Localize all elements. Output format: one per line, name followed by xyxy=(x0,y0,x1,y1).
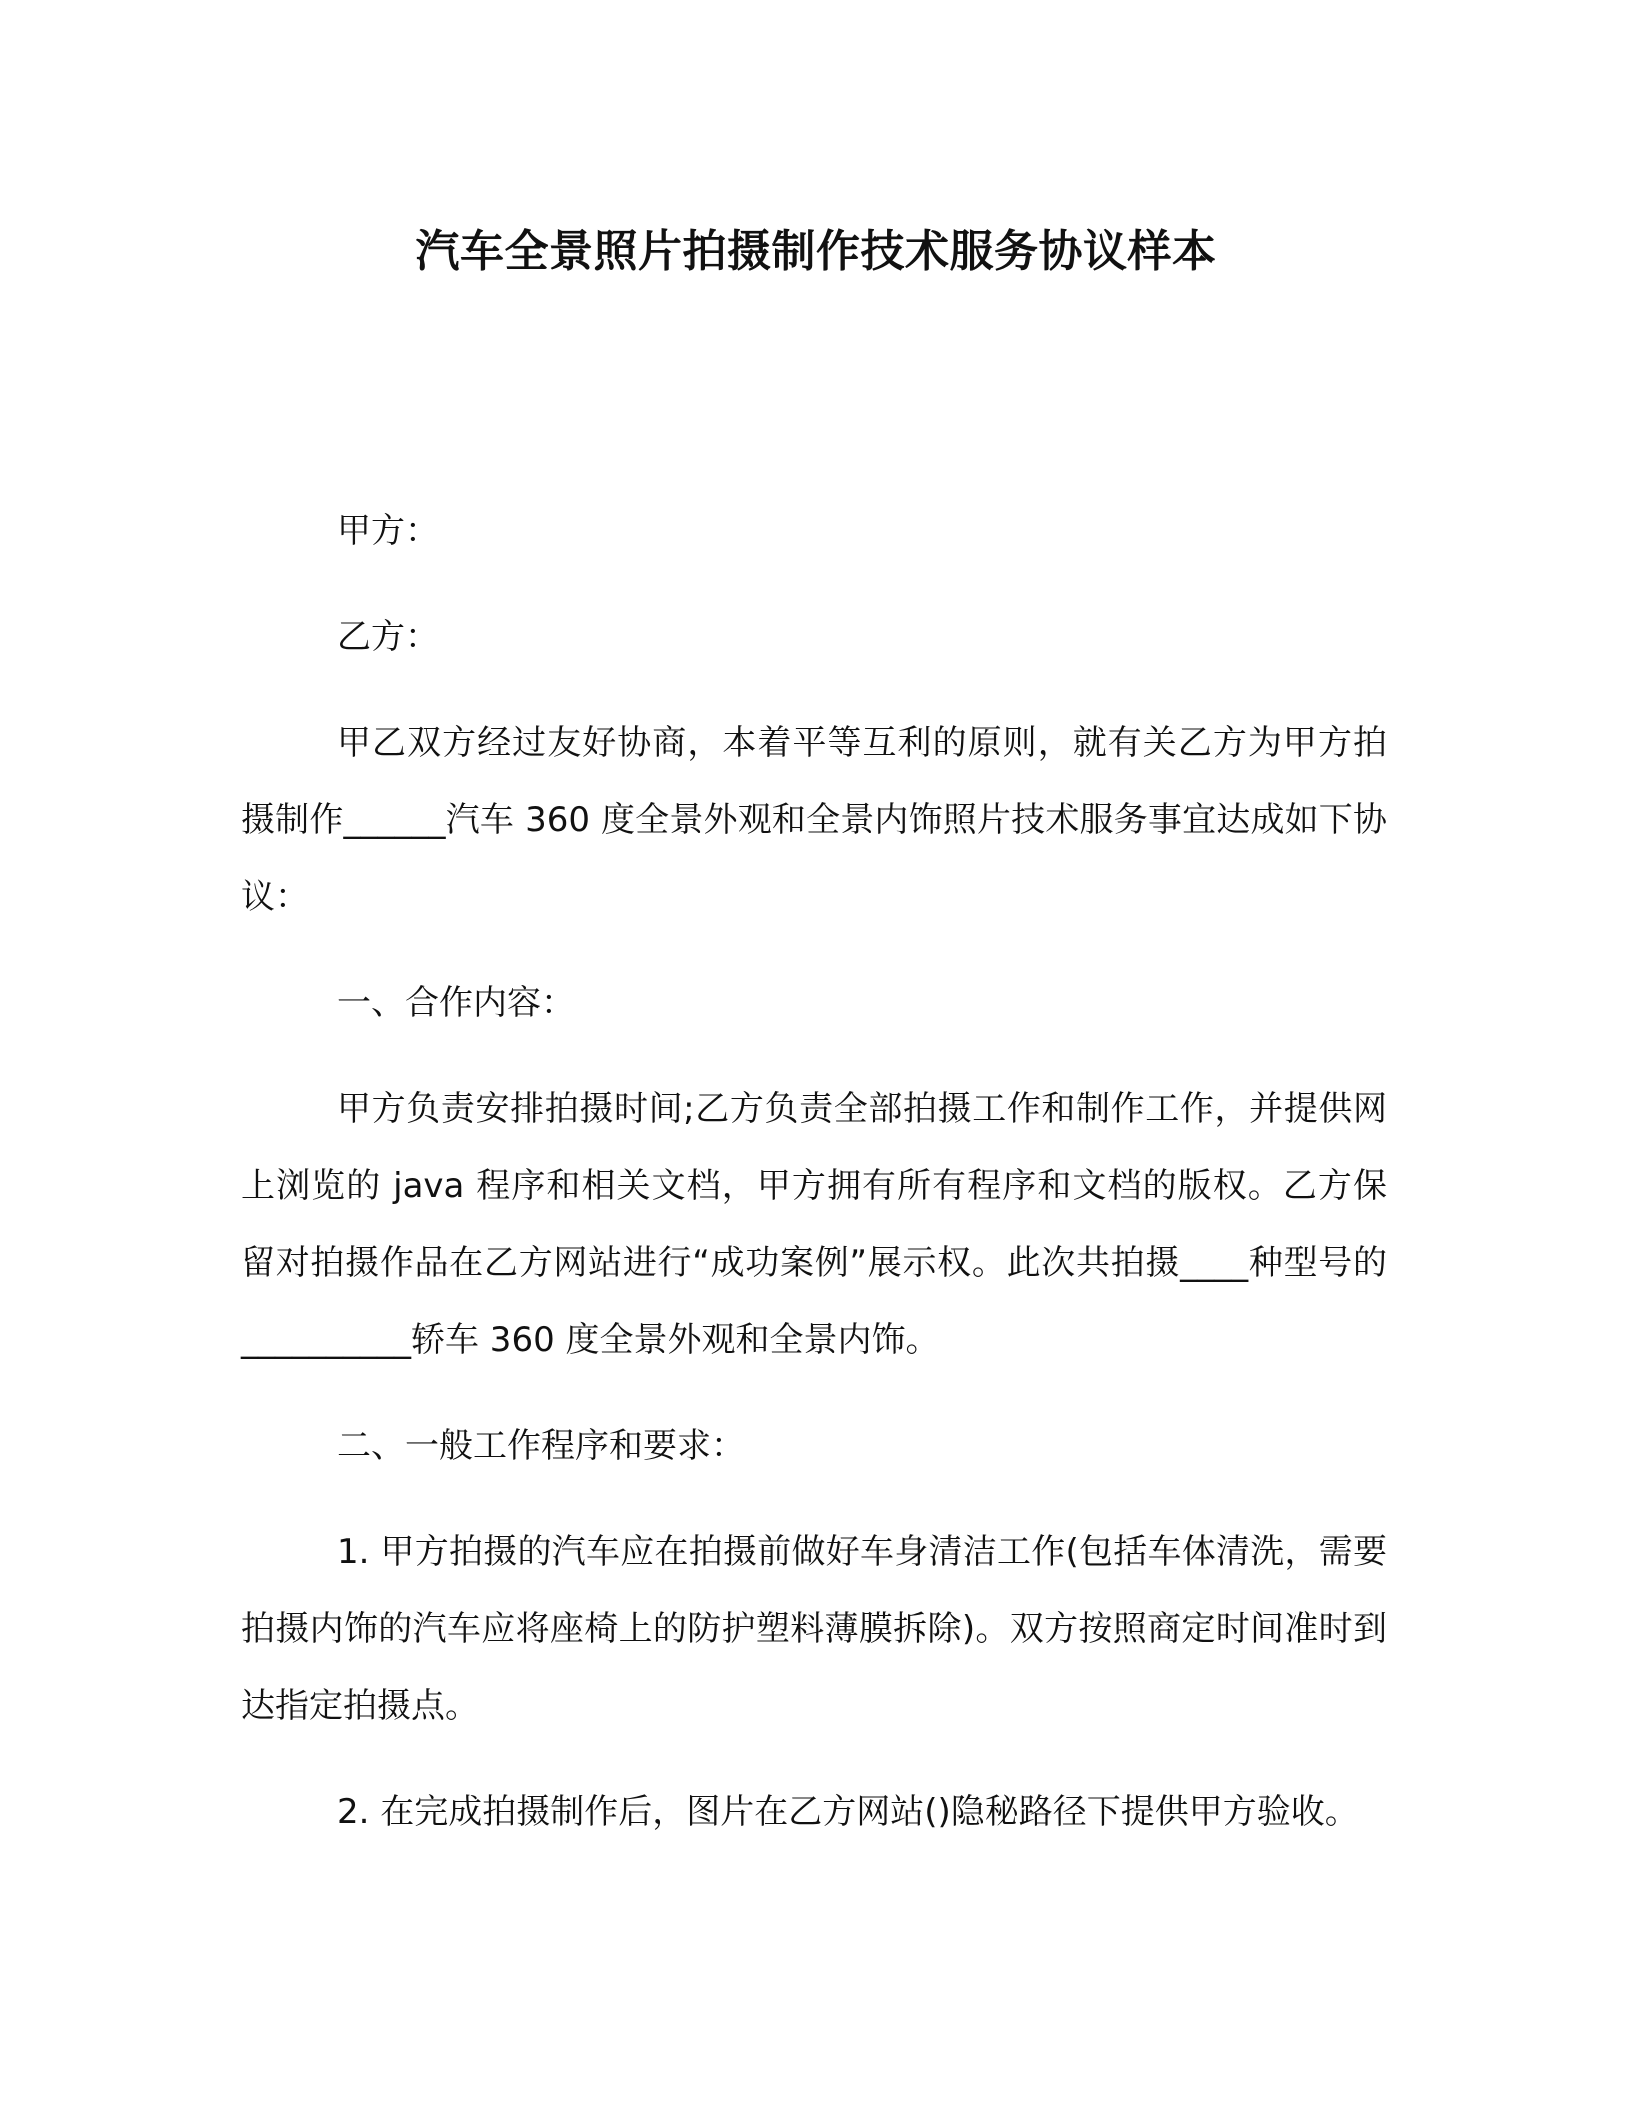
procedure-item-1: 1. 甲方拍摄的汽车应在拍摄前做好车身清洁工作(包括车体清洗，需要拍摄内饰的汽车应将座椅上的防护塑料薄膜拆除)。双方按照商定时间准时到达指定拍摄点。 xyxy=(241,1532,1387,1726)
procedure-item-2: 2. 在完成拍摄制作后，图片在乙方网站()隐秘路径下提供甲方验收。 xyxy=(337,1792,1359,1832)
section-heading-cooperation: 一、合作内容： xyxy=(337,983,575,1023)
document-title: 汽车全景照片拍摄制作技术服务协议样本 xyxy=(415,226,1217,277)
party-a-line: 甲方： xyxy=(337,511,439,551)
preamble-paragraph: 甲乙双方经过友好协商，本着平等互利的原则，就有关乙方为甲方拍摄制作______汽车 360 度全景外观和全景内饰照片技术服务事宜达成如下协议： xyxy=(241,723,1387,917)
party-b-line: 乙方： xyxy=(337,617,439,657)
section-heading-procedure: 二、一般工作程序和要求： xyxy=(337,1426,745,1466)
cooperation-paragraph: 甲方负责安排拍摄时间;乙方负责全部拍摄工作和制作工作，并提供网上浏览的 java 程序和相关文档，甲方拥有所有程序和文档的版权。乙方保留对拍摄作品在乙方网站进行“成功案例”展示权。此次共拍摄____种型号的__________轿车 360 度全景外观和全景内饰。 xyxy=(241,1089,1387,1360)
document-body xyxy=(241,493,1387,1880)
